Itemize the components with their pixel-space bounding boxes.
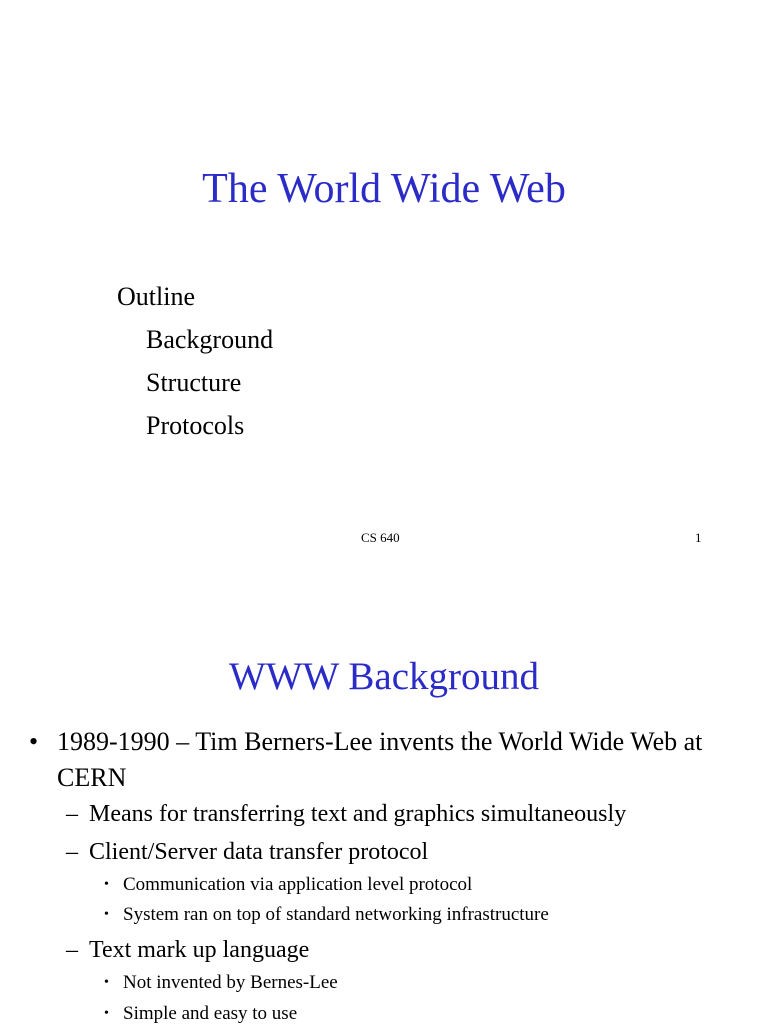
small-bullet-marker: • — [104, 1006, 109, 1021]
small-bullet-marker: • — [104, 907, 109, 922]
outline-item-structure: Structure — [146, 368, 242, 397]
small-bullet-marker: • — [104, 975, 109, 990]
sub-sub-bullet-text: Simple and easy to use — [123, 1003, 298, 1024]
outline-list — [146, 325, 273, 454]
footer-course-label: CS 640 — [361, 530, 400, 545]
bullet-marker: • — [29, 727, 39, 756]
outline-heading: Outline — [117, 282, 195, 311]
small-bullet-marker: • — [104, 877, 109, 892]
dash-marker: – — [66, 801, 78, 827]
sub-bullet-text: Means for transferring text and graphics simultaneously — [89, 801, 627, 827]
sub-bullet-text: Client/Server data transfer protocol — [89, 839, 429, 865]
slide-2-title: WWW Background — [228, 655, 540, 698]
bullet-text: 1989-1990 – Tim Berners-Lee invents the World Wide Web at CERN — [57, 727, 703, 792]
sub-bullet-text: Text mark up language — [89, 937, 310, 963]
dash-marker: – — [66, 937, 78, 963]
dash-marker: – — [66, 839, 78, 865]
outline-item-protocols: Protocols — [146, 411, 245, 440]
slide-1-title: The World Wide Web — [202, 166, 566, 212]
sub-sub-bullet-text: Not invented by Bernes-Lee — [123, 972, 338, 993]
sub-sub-bullet-text: Communication via application level protocol — [123, 874, 473, 895]
outline-item-background: Background — [146, 325, 274, 354]
sub-sub-bullet-text: System ran on top of standard networking infrastructure — [123, 904, 549, 925]
slide-2 — [0, 576, 768, 1024]
page-number: 1 — [695, 530, 702, 545]
